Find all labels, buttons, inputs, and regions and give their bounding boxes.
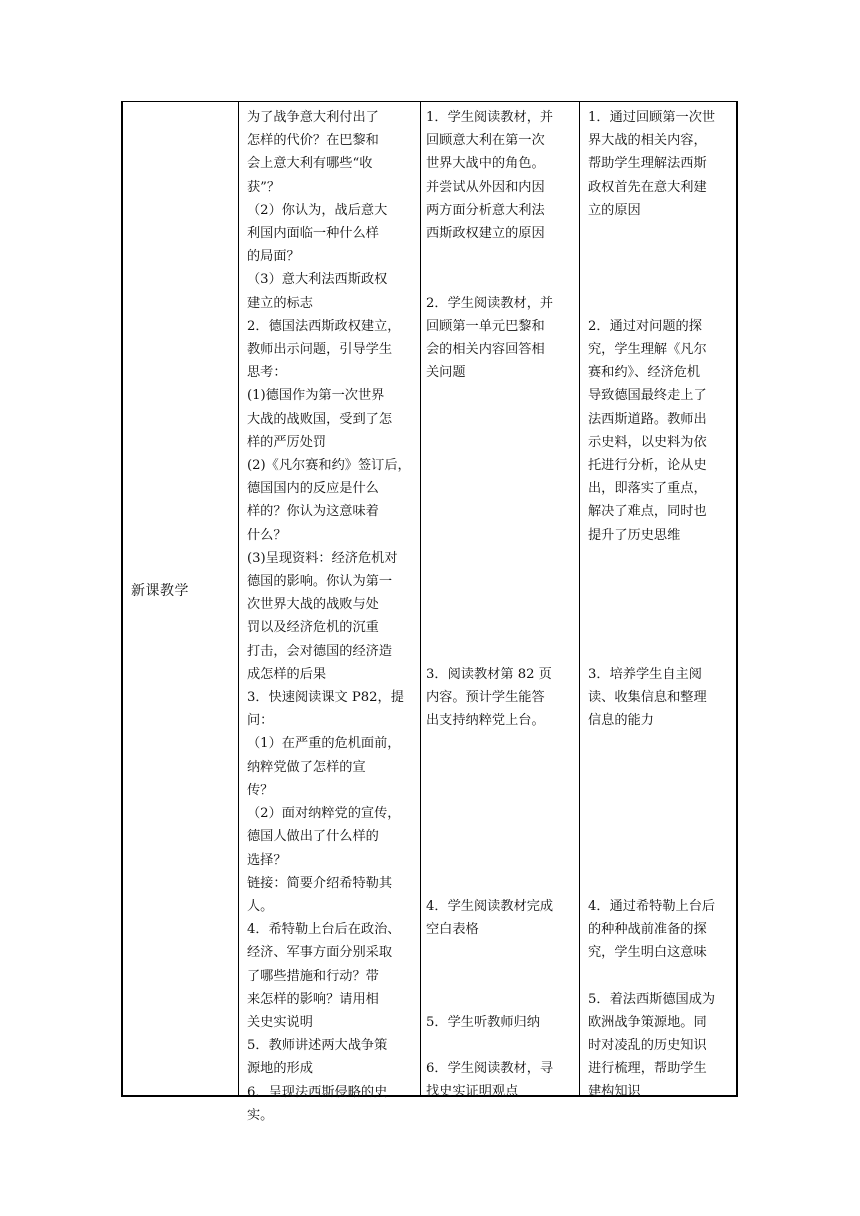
text-line: 解决了难点，同时也 [588, 504, 707, 520]
text-line: 读、收集信息和整理 [588, 690, 707, 705]
text-line: (3)呈现资料：经济危机对 [247, 550, 398, 566]
text-line: 究，学生理解《凡尔 [588, 342, 707, 357]
text-line: 经济、军事方面分别采取 [247, 945, 393, 961]
section-label: 新课教学 [131, 583, 189, 599]
text-line: 内容。预计学生能答 [426, 690, 545, 705]
text-line: 纳粹党做了怎样的宣 [247, 759, 366, 775]
activity-block [588, 895, 715, 965]
activity-block [426, 663, 552, 733]
activity-block [588, 663, 707, 733]
text-line: 界大战的相关内容， [588, 133, 707, 149]
text-line: 5．学生听教师归纳 [426, 1014, 540, 1030]
text-line: 信息的能力 [588, 713, 654, 729]
text-line: （3）意大利法西斯政权 [247, 272, 388, 288]
text-line: 回顾第一单元巴黎和 [426, 318, 545, 334]
text-line: 问： [247, 713, 274, 729]
text-line: 利国内面临一种什么样 [247, 226, 379, 242]
text-line: 法西斯道路。教师出 [588, 411, 707, 427]
text-line: 空白表格 [426, 922, 479, 937]
activity-block [426, 895, 553, 941]
column-divider [420, 102, 421, 1095]
text-line: 4．通过希特勒上台后 [588, 898, 716, 914]
text-line: 样的严厉处罚 [247, 434, 327, 450]
text-line: 进行梳理，帮助学生 [588, 1061, 707, 1077]
text-line: 找史实证明观点 [426, 1084, 519, 1100]
text-line: (2)《凡尔赛和约》签订后， [247, 458, 411, 474]
text-line: 德国的影响。你认为第一 [247, 574, 393, 590]
lesson-table [121, 101, 738, 1123]
text-line: 时对凌乱的历史知识 [588, 1038, 707, 1053]
text-line: 4．希特勒上台后在政治、 [247, 922, 401, 938]
text-line: 1．学生阅读教材，并 [426, 110, 554, 125]
text-line: （1）在严重的危机面前， [247, 736, 401, 752]
text-line: 究，学生明白这意味 [588, 945, 707, 961]
text-line: 示史料，以史料为依 [588, 434, 707, 450]
activity-block [588, 315, 707, 547]
text-line: 6．学生阅读教材，寻 [426, 1061, 554, 1077]
text-line: 打击，会对德国的经济造 [247, 643, 393, 659]
activity-block [426, 1011, 540, 1034]
text-line: 次世界大战的战败与处 [247, 597, 379, 613]
text-line: 2．学生阅读教材，并 [426, 295, 554, 311]
column-divider [579, 102, 580, 1095]
text-line: 5．着法西斯德国成为 [588, 991, 716, 1007]
text-line: 5．教师讲述两大战争策 [247, 1038, 388, 1054]
text-line: 3．快速阅读课文 P82，提 [247, 690, 404, 706]
activity-block [426, 1057, 553, 1103]
text-line: 的种种战前准备的探 [588, 922, 707, 937]
text-line: 导致德国最终走上了 [588, 388, 707, 404]
text-line: 3．阅读教材第 82 页 [426, 666, 552, 682]
text-line: 大战的战败国，受到了怎 [247, 411, 393, 427]
text-line: 3．培养学生自主阅 [588, 666, 702, 682]
text-line: （2）你认为，战后意大 [247, 202, 388, 218]
text-line: 源地的形成 [247, 1061, 313, 1077]
text-line: (1)德国作为第一次世界 [247, 388, 385, 404]
text-line: 选择？ [247, 852, 287, 868]
text-line: 会上意大利有哪些“收 [247, 156, 373, 172]
text-line: 两方面分析意大利法 [426, 202, 545, 218]
text-line: 德国人做出了什么样的 [247, 829, 379, 845]
text-line: 为了战争意大利付出了 [247, 110, 379, 125]
text-line: 世界大战中的角色。 [426, 156, 545, 172]
text-line: 提升了历史思维 [588, 527, 681, 543]
text-line: 教师出示问题，引导学生 [247, 342, 393, 358]
text-line: 政权首先在意大利建 [588, 179, 707, 195]
text-line: 会的相关内容回答相 [426, 342, 545, 357]
activity-block [426, 106, 553, 245]
text-line: 托进行分析，论从史 [588, 458, 707, 474]
text-line: 传？ [247, 782, 274, 798]
text-line: 回顾意大利在第一次 [426, 133, 545, 149]
text-line: 人。 [247, 898, 274, 914]
text-line: 怎样的代价？在巴黎和 [247, 133, 379, 149]
text-line: 关史实说明 [247, 1014, 313, 1030]
text-line: 帮助学生理解法西斯 [588, 156, 707, 172]
text-line: 获”？ [247, 179, 281, 195]
text-line: 赛和约》、经济危机 [588, 365, 701, 381]
text-line: 并尝试从外因和内因 [426, 179, 545, 195]
column-divider [238, 102, 239, 1095]
text-line: 成怎样的后果 [247, 666, 327, 682]
text-line: 链接：简要介绍希特勒其 [247, 875, 393, 891]
text-line: 6．呈现法西斯侵略的史 [247, 1084, 388, 1100]
text-line: 出，即落实了重点， [588, 481, 707, 497]
text-line: 了哪些措施和行动？带 [247, 968, 379, 984]
text-line: 实。 [247, 1107, 274, 1123]
text-line: 欧洲战争策源地。同 [588, 1014, 707, 1030]
text-line: 2．通过对问题的探 [588, 318, 702, 334]
text-line: 来怎样的影响？请用相 [247, 991, 379, 1007]
text-line: 的局面？ [247, 249, 300, 265]
text-line: 样的？你认为这意味着 [247, 504, 379, 520]
text-line: 罚以及经济危机的沉重 [247, 620, 379, 636]
teacher-activity-column [247, 106, 419, 1127]
activity-block [588, 988, 715, 1104]
text-line: 关问题 [426, 365, 466, 381]
text-line: 2．德国法西斯政权建立， [247, 318, 401, 334]
text-line: 德国国内的反应是什么 [247, 481, 379, 497]
text-line: 建立的标志 [247, 295, 313, 311]
activity-block [426, 292, 553, 385]
text-line: 什么？ [247, 527, 287, 543]
text-line: 建构知识 [588, 1084, 641, 1100]
text-line: 西斯政权建立的原因 [426, 226, 545, 242]
text-line: 出支持纳粹党上台。 [426, 713, 545, 729]
text-line: 思考： [247, 365, 287, 381]
activity-block [588, 106, 715, 222]
text-line: 1．通过回顾第一次世 [588, 110, 716, 125]
text-line: 4．学生阅读教材完成 [426, 898, 554, 914]
text-line: （2）面对纳粹党的宣传， [247, 806, 401, 822]
text-line: 立的原因 [588, 202, 641, 218]
